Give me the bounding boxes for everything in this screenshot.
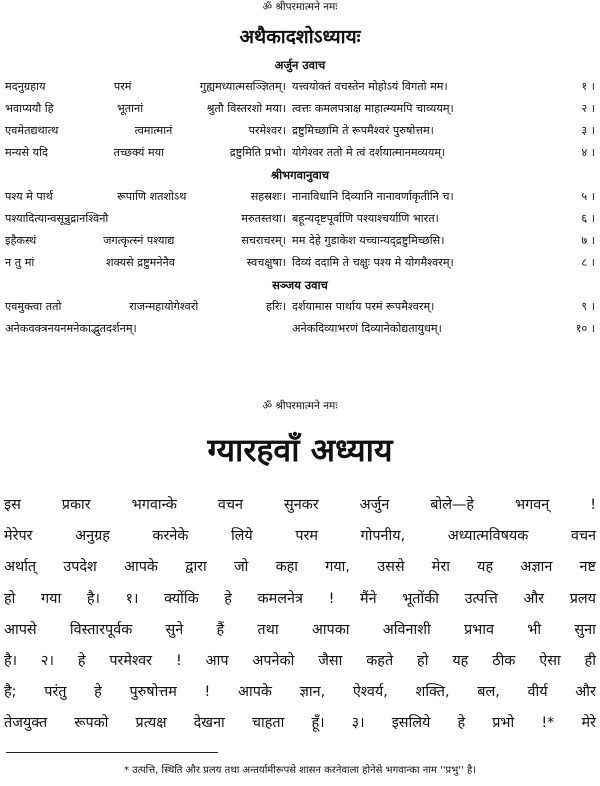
translation-word: मेरे <box>581 715 596 732</box>
verse-text: योगेश्वर ततो मे त्वं दर्शयात्मानमव्ययम्। <box>292 146 446 159</box>
translation-word: अपनेको <box>252 652 295 669</box>
translation-word: तथा <box>257 621 279 638</box>
translation-word: है; <box>4 684 17 701</box>
verse-word: एवमुक्त्वा ततो <box>5 300 62 313</box>
verse-word: तच्छक्यं मया <box>113 146 165 159</box>
translation-word: कहा <box>275 559 299 576</box>
verse-word: पश्यादित्यान्वसून्रुद्रानश्विनौ <box>5 212 109 225</box>
translation-word: २। <box>41 652 54 669</box>
translation-word: विस्तारपूर्वक <box>69 621 133 638</box>
verse-word: भूतानां <box>116 102 144 115</box>
hindi-translation <box>4 490 596 740</box>
verse-number: १० । <box>575 322 595 335</box>
verse-second-half <box>292 252 595 274</box>
verse-word: इहैकस्थं <box>5 234 37 247</box>
translation-word: ही <box>584 652 596 669</box>
hindi-chapter-title: ग्यारहवाँ अध्याय <box>207 431 393 469</box>
translation-word: इस <box>4 497 21 513</box>
translation-line <box>4 708 596 739</box>
verse-first-half <box>5 252 292 274</box>
translation-word: हे <box>77 652 86 669</box>
hindi-invocation: ॐ श्रीपरमात्मने नमः <box>262 400 338 412</box>
translation-word: ऐसा <box>539 652 561 669</box>
verse-number: ६ । <box>581 212 595 225</box>
verse-word: एवमेतद्यथात्थ <box>5 124 59 137</box>
translation-word: आप <box>205 652 229 669</box>
verse-second-half <box>292 318 595 340</box>
verse-word: जगत्कृत्स्नं पश्याद्य <box>103 234 175 247</box>
translation-word: अर्जुन <box>359 497 390 513</box>
translation-word: हे <box>457 715 466 732</box>
translation-word: परम <box>295 528 318 545</box>
translation-word: गोपनीय, <box>360 528 406 545</box>
translation-word: मेरा <box>431 559 450 576</box>
translation-word: भूतोंकी <box>402 590 440 607</box>
verse-first-half <box>5 98 292 120</box>
verse-number: ४ । <box>581 146 595 159</box>
translation-word: रूपको <box>74 715 109 732</box>
translation-word: ! <box>590 497 596 513</box>
translation-word: प्रलय <box>569 590 596 607</box>
translation-word: है। <box>86 590 100 607</box>
verse-number: ९ । <box>581 300 595 313</box>
translation-word: अर्थात् <box>4 559 37 576</box>
verse-second-half <box>292 142 595 164</box>
translation-word: परंतु <box>44 684 67 701</box>
verse-text: अनेकदिव्याभरणं दिव्यानेकोद्यतायुधम्। <box>292 322 442 335</box>
translation-word: सुनकर <box>284 497 319 513</box>
verse-word: न तु मां <box>5 256 35 269</box>
verse-number: ८ । <box>581 256 595 269</box>
translation-word: यह <box>452 652 469 669</box>
verse-first-half <box>5 120 292 142</box>
verse-second-half <box>292 208 595 230</box>
verse-word: भवाप्ययौ हि <box>5 102 54 115</box>
translation-word: !* <box>541 715 555 732</box>
verse-line <box>5 120 595 142</box>
translation-word: ठीक <box>492 652 516 669</box>
verse-word: शक्यसे द्रष्टुमनेनैव <box>105 256 175 269</box>
verse-word: मदनुग्रहाय <box>5 80 46 93</box>
translation-line <box>4 521 596 552</box>
verse-text: मम देहे गुडाकेश यच्चान्यद्द्रष्टुमिच्छसि। <box>292 234 445 247</box>
translation-word: करनेके <box>152 528 189 545</box>
translation-word: अनुग्रह <box>75 528 110 545</box>
translation-word: लिये <box>230 528 253 545</box>
translation-word: आपका <box>311 621 350 638</box>
verse-first-half <box>5 296 292 318</box>
verse-word: श्रुतौ विस्तरशो मया। <box>206 102 286 115</box>
verse-word: स्वचक्षुषा। <box>246 256 286 269</box>
translation-word: शक्ति, <box>415 684 450 701</box>
verse-word: द्रष्टुमिति प्रभो। <box>229 146 286 159</box>
verse-number: ३ । <box>581 124 595 137</box>
translation-word: मैंने <box>359 590 377 607</box>
verse-text: दिव्यं ददामि ते चक्षुः पश्य मे योगमैश्वरम्। <box>292 256 454 269</box>
verse-word: सचराचरम्। <box>241 234 286 247</box>
verse-text: द्रष्टुमिच्छामि ते रूपमैश्वरं पुरुषोत्तम। <box>292 124 434 137</box>
translation-word: वीर्य <box>527 684 548 701</box>
translation-word: चाहता <box>251 715 285 732</box>
translation-word: प्रभो <box>492 715 515 732</box>
translation-word: है। <box>4 652 18 669</box>
translation-word: ! <box>204 684 211 701</box>
verse-word: रूपाणि शतशोऽथ <box>117 190 187 203</box>
verse-line <box>5 76 595 98</box>
translation-word: यह <box>477 559 494 576</box>
translation-word: हे <box>224 590 232 607</box>
verse-line <box>5 186 595 208</box>
translation-word: ! <box>328 590 335 607</box>
verse-text: त्वत्तः कमलपत्राक्ष माहात्म्यमपि चाव्ययम्। <box>292 102 454 115</box>
translation-word: सुना <box>574 621 596 638</box>
translation-word: अविनाशी <box>382 621 431 638</box>
verse-second-half <box>292 98 595 120</box>
translation-word: प्रकार <box>61 497 91 513</box>
translation-line <box>4 615 596 646</box>
verse-second-half <box>292 296 595 318</box>
translation-word: उससे <box>377 559 405 576</box>
verse-word: गुह्यमध्यात्मसञ्ज्ञितम्। <box>199 80 286 93</box>
verse-line <box>5 230 595 252</box>
verse-speaker: श्रीभगवानुवाच <box>270 168 330 182</box>
verse-word: मन्यसे यदि <box>5 146 48 159</box>
translation-line <box>4 646 596 677</box>
verse-word: अनेकवक्त्रनयनमनेकाद्भुतदर्शनम्। <box>5 322 137 335</box>
translation-word: जो <box>234 559 249 576</box>
translation-word: भगवान्के <box>131 497 177 513</box>
verse-second-half <box>292 186 595 208</box>
translation-word: बोले—हे <box>430 497 475 513</box>
translation-word: तेजयुक्त <box>4 715 48 732</box>
verse-text: बहून्यदृष्टपूर्वाणि पश्याश्चर्याणि भारत। <box>292 212 439 225</box>
verse-second-half <box>292 120 595 142</box>
translation-line <box>4 552 596 583</box>
translation-word: देखना <box>193 715 225 732</box>
verse-text: नानाविधानि दिव्यानि नानावर्णाकृतीनि च। <box>292 190 454 203</box>
verse-second-half <box>292 76 595 98</box>
verse-speaker: अर्जुन उवाच <box>274 58 326 72</box>
translation-word: भगवन् <box>515 497 550 513</box>
verse-first-half <box>5 76 292 98</box>
translation-line <box>4 584 596 615</box>
translation-word: हैं <box>216 621 225 638</box>
translation-word: परमेश्वर <box>109 652 153 669</box>
translation-word: भी <box>527 621 542 638</box>
verse-word: हरिः। <box>266 300 286 313</box>
verse-line <box>5 252 595 274</box>
translation-word: पुरुषोत्तम <box>129 684 177 701</box>
top-invocation: ॐ श्रीपरमात्मने नमः <box>262 1 338 13</box>
translation-word: नष्ट <box>579 559 596 576</box>
verse-line <box>5 98 595 120</box>
sanskrit-chapter-title: अथैकादशोऽध्यायः <box>239 26 361 48</box>
verse-second-half <box>292 230 595 252</box>
translation-word: ! <box>175 652 182 669</box>
translation-word: मेरेपर <box>4 528 33 545</box>
translation-word: द्वारा <box>185 559 207 576</box>
translation-word: जैसा <box>318 652 343 669</box>
verse-word: त्वमात्मानं <box>134 124 173 137</box>
translation-word: हो <box>4 590 16 607</box>
verse-line <box>5 208 595 230</box>
verse-number: २ । <box>581 102 595 115</box>
verse-number: ५ । <box>581 190 595 203</box>
verse-line <box>5 318 595 340</box>
translation-word: सुने <box>165 621 184 638</box>
translation-word: उपदेश <box>63 559 97 576</box>
translation-word: १। <box>125 590 139 607</box>
verse-first-half <box>5 230 292 252</box>
translation-word: आपसे <box>4 621 37 638</box>
translation-word: हूँ। <box>311 715 325 732</box>
translation-word: कहते <box>366 652 394 669</box>
verse-word: राजन्महायोगेश्वरो <box>129 300 199 313</box>
verse-number: १ । <box>581 80 595 93</box>
translation-word: आपके <box>238 684 272 701</box>
verse-first-half <box>5 208 292 230</box>
translation-word: ३। <box>351 715 365 732</box>
translation-word: हो <box>417 652 429 669</box>
translation-word: बल, <box>477 684 500 701</box>
verse-first-half <box>5 318 292 340</box>
verse-first-half <box>5 142 292 164</box>
translation-word: वचन <box>570 528 596 545</box>
sanskrit-verses <box>5 54 595 340</box>
verse-number: ७ । <box>581 234 595 247</box>
verse-line <box>5 296 595 318</box>
translation-word: क्योंकि <box>164 590 199 607</box>
verse-word: परमेश्वर। <box>248 124 286 137</box>
verse-word: पश्य मे पार्थ <box>5 190 53 203</box>
translation-word: हे <box>94 684 102 701</box>
translation-word: ज्ञान, <box>299 684 326 701</box>
translation-word: प्रत्यक्ष <box>135 715 167 732</box>
footnote-rule <box>6 752 218 753</box>
translation-word: वचन <box>217 497 244 513</box>
verse-word: सहस्रशः। <box>250 190 286 203</box>
translation-word: इसलिये <box>391 715 431 732</box>
translation-word: प्रभाव <box>463 621 495 638</box>
footnote: * उत्पत्ति, स्थिति और प्रलय तथा अन्तर्यामीरूपसे शासन करनेवाला होनेसे भगवान्का नाम ''प्रभु'' है। <box>123 765 477 776</box>
translation-word: गया, <box>325 559 350 576</box>
translation-word: और <box>575 684 596 701</box>
translation-word: कमलनेत्र <box>257 590 303 607</box>
translation-word: आपके <box>124 559 158 576</box>
translation-line <box>4 490 596 521</box>
translation-word: गया <box>41 590 62 607</box>
translation-word: और <box>523 590 545 607</box>
verse-word: मरुतस्तथा। <box>241 212 286 225</box>
verse-word: परमं <box>113 80 132 93</box>
translation-word: अज्ञान <box>520 559 553 576</box>
translation-line <box>4 677 596 708</box>
verse-speaker: सञ्जय उवाच <box>272 278 328 292</box>
translation-word: ऐश्वर्य, <box>352 684 388 701</box>
verse-text: दर्शयामास पार्थाय परमं रूपमैश्वरम्। <box>292 300 435 313</box>
translation-word: उत्पत्ति <box>464 590 498 607</box>
verse-first-half <box>5 186 292 208</box>
verse-text: यत्त्वयोक्तं वचस्तेन मोहोऽयं विगतो मम। <box>292 80 448 93</box>
verse-line <box>5 142 595 164</box>
translation-word: अध्यात्मविषयक <box>447 528 529 545</box>
